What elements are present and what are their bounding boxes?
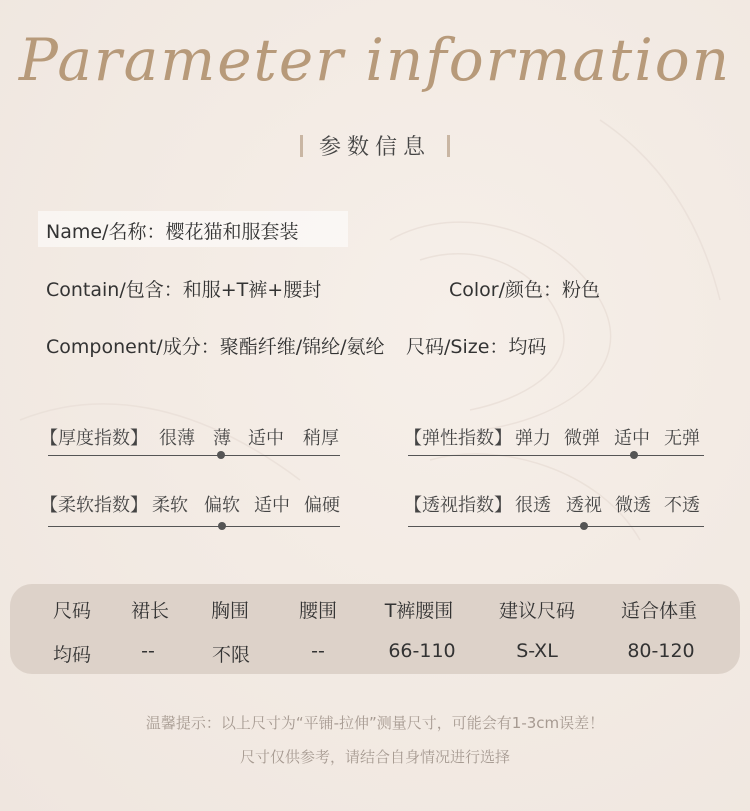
transparency-index-label: 【透视指数】 <box>404 495 512 516</box>
thickness-option: 薄 <box>213 428 231 449</box>
table-cell: -- <box>311 640 325 662</box>
softness-index-label: 【柔软指数】 <box>40 495 148 516</box>
softness-marker <box>218 522 226 530</box>
divider-left <box>300 135 303 157</box>
elasticity-marker <box>630 451 638 459</box>
thickness-option: 稍厚 <box>303 428 339 449</box>
tip-line-1: 温馨提示：以上尺寸为“平铺-拉伸”测量尺寸，可能会有1-3cm误差！ <box>145 714 605 732</box>
elasticity-option: 无弹 <box>664 428 700 449</box>
elasticity-scale <box>408 455 704 456</box>
param-size: 尺码/Size：均码 <box>406 336 547 358</box>
softness-scale <box>48 526 340 527</box>
tip-line-2: 尺寸仅供参考，请结合自身情况进行选择 <box>239 748 510 766</box>
table-cell: 不限 <box>211 644 250 666</box>
param-color: Color/颜色：粉色 <box>449 279 601 301</box>
section-heading <box>300 130 450 161</box>
elasticity-option: 适中 <box>614 428 650 449</box>
transparency-option: 不透 <box>664 495 700 516</box>
table-header-cell: 胸围 <box>210 600 249 622</box>
table-header-cell: T裤腰围 <box>384 600 454 622</box>
thickness-option: 适中 <box>248 428 284 449</box>
elasticity-option: 弹力 <box>515 428 551 449</box>
table-header-cell: 适合体重 <box>620 600 697 622</box>
table-cell: -- <box>141 640 155 662</box>
page-title: Parameter information <box>18 26 732 94</box>
table-cell: 80-120 <box>627 640 695 662</box>
section-heading-text: 参数信息 <box>318 135 431 160</box>
param-name: Name/名称：樱花猫和服套装 <box>46 221 299 243</box>
transparency-scale <box>408 526 704 527</box>
table-header-cell: 裙长 <box>130 600 169 622</box>
table-header-cell: 腰围 <box>298 600 337 622</box>
thickness-marker <box>217 451 225 459</box>
softness-option: 适中 <box>254 495 290 516</box>
thickness-option: 很薄 <box>159 428 195 449</box>
elasticity-option: 微弹 <box>564 428 600 449</box>
thickness-scale <box>48 455 340 456</box>
transparency-option: 很透 <box>515 495 551 516</box>
softness-option: 偏软 <box>204 495 240 516</box>
table-cell: 均码 <box>52 644 91 666</box>
divider-right <box>447 135 450 157</box>
table-header-cell: 建议尺码 <box>498 600 575 622</box>
table-cell: 66-110 <box>388 640 456 662</box>
transparency-marker <box>580 522 588 530</box>
transparency-option: 透视 <box>566 495 602 516</box>
thickness-index-label: 【厚度指数】 <box>40 428 148 449</box>
softness-option: 柔软 <box>152 495 188 516</box>
param-contain: Contain/包含：和服+T裤+腰封 <box>46 279 322 301</box>
softness-option: 偏硬 <box>304 495 340 516</box>
elasticity-index-label: 【弹性指数】 <box>404 428 512 449</box>
transparency-option: 微透 <box>615 495 651 516</box>
table-header-cell: 尺码 <box>52 600 91 622</box>
param-component: Component/成分：聚酯纤维/锦纶/氨纶 <box>46 336 385 358</box>
table-cell: S-XL <box>516 640 558 662</box>
